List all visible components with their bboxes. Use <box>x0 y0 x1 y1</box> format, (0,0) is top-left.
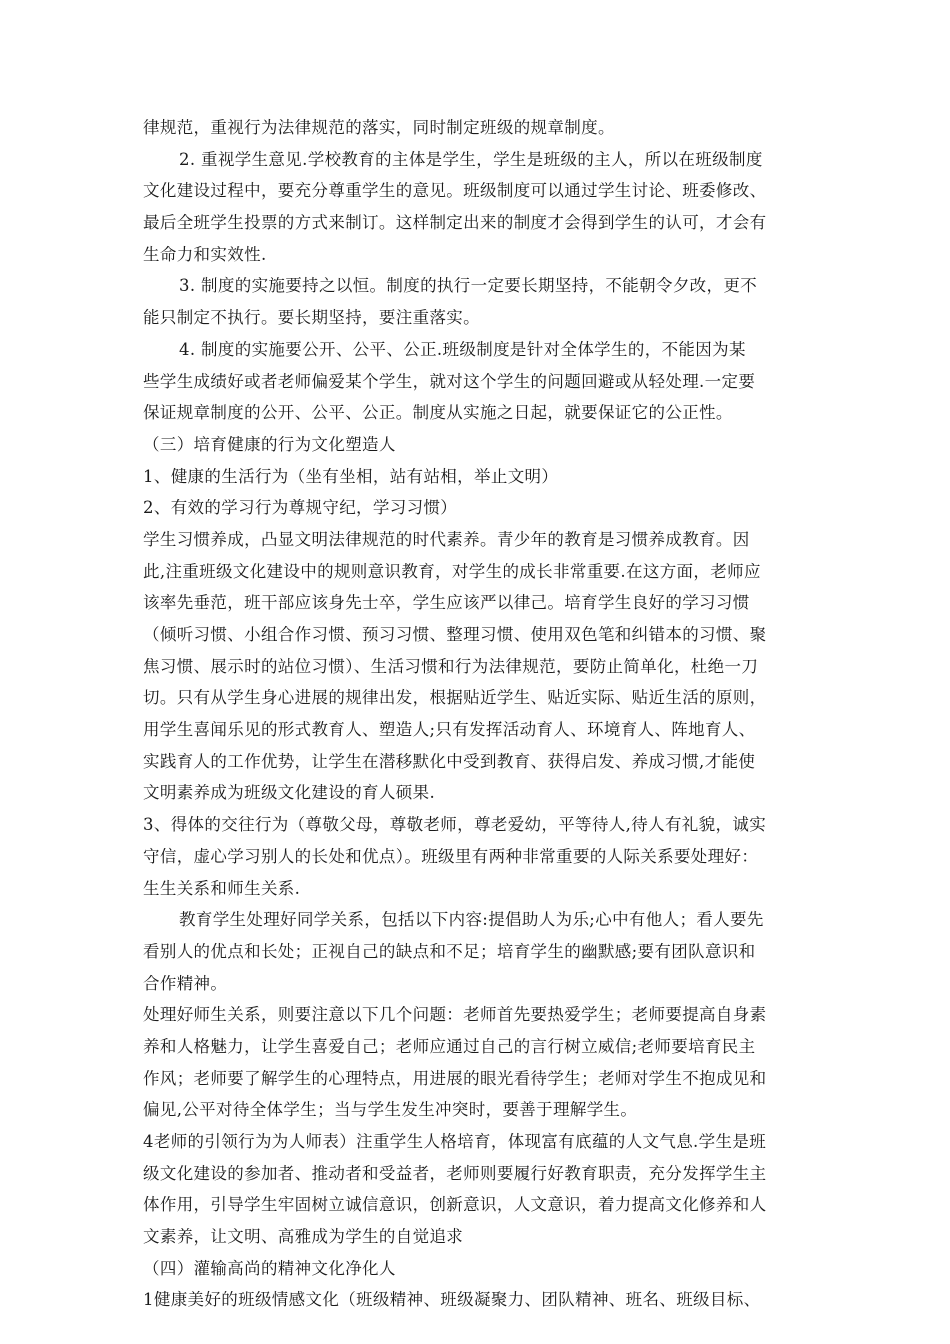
text-line: 2、有效的学习行为尊规守纪，学习习惯） <box>143 498 458 518</box>
text-line: 作风；老师要了解学生的心理特点，用进展的眼光看待学生；老师对学生不抱成见和 <box>143 1068 767 1088</box>
text-line: 生命力和实效性. <box>143 244 267 264</box>
text-line: 实践育人的工作优势，让学生在潜移默化中受到教育、获得启发、养成习惯,才能使 <box>143 751 756 771</box>
text-line: 文明素养成为班级文化建设的育人硕果. <box>143 783 436 803</box>
text-line: 4. 制度的实施要公开、公平、公正.班级制度是针对全体学生的，不能因为某 <box>179 339 746 359</box>
text-line: 焦习惯、展示时的站位习惯）、生活习惯和行为法律规范，要防止简单化，杜绝一刀 <box>143 656 759 676</box>
text-line: 保证规章制度的公开、公平、公正。制度从实施之日起，就要保证它的公正性。 <box>143 403 733 423</box>
text-line: 守信，虚心学习别人的长处和优点）。班级里有两种非常重要的人际关系要处理好： <box>143 846 759 866</box>
text-line: 教育学生处理好同学关系，包括以下内容:提倡助人为乐;心中有他人；看人要先 <box>179 910 764 930</box>
text-line: 3. 制度的实施要持之以恒。制度的执行一定要长期坚持，不能朝令夕改，更不 <box>179 276 758 296</box>
text-line: 学生习惯养成，凸显文明法律规范的时代素养。青少年的教育是习惯养成教育。因 <box>143 529 750 549</box>
text-line: 该率先垂范，班干部应该身先士卒，学生应该严以律己。培育学生良好的学习习惯 <box>143 593 750 613</box>
text-line: 用学生喜闻乐见的形式教育人、塑造人;只有发挥活动育人、环境育人、阵地育人、 <box>143 720 756 740</box>
section-heading: （四）灌输高尚的精神文化净化人 <box>143 1258 396 1278</box>
text-line: 切。只有从学生身心进展的规律出发，根据贴近学生、贴近实际、贴近生活的原则， <box>143 688 767 708</box>
text-line: 文化建设过程中，要充分尊重学生的意见。班级制度可以通过学生讨论、班委修改、 <box>143 181 767 201</box>
text-line: 级文化建设的参加者、推动者和受益者，老师则要履行好教育职责，充分发挥学生主 <box>143 1163 767 1183</box>
section-heading: （三）培育健康的行为文化塑造人 <box>143 434 396 454</box>
text-line: 生生关系和师生关系. <box>143 878 301 898</box>
text-line: 养和人格魅力，让学生喜爱自己；老师应通过自己的言行树立威信;老师要培育民主 <box>143 1036 756 1056</box>
text-line: 能只制定不执行。要长期坚持，要注重落实。 <box>143 308 480 328</box>
text-line: 合作精神。 <box>143 973 228 993</box>
text-line: 看别人的优点和长处；正视自己的缺点和不足；培育学生的幽默感;要有团队意识和 <box>143 941 756 961</box>
text-line: 些学生成绩好或者老师偏爱某个学生，就对这个学生的问题回避或从轻处理.一定要 <box>143 371 756 391</box>
text-line: 体作用，引导学生牢固树立诚信意识，创新意识，人文意识，着力提高文化修养和人 <box>143 1195 767 1215</box>
text-line: 律规范，重视行为法律规范的落实，同时制定班级的规章制度。 <box>143 118 615 137</box>
text-line: 偏见,公平对待全体学生；当与学生发生冲突时，要善于理解学生。 <box>143 1100 638 1120</box>
document-body <box>143 112 823 1316</box>
text-line: 1、健康的生活行为（坐有坐相，站有站相，举止文明） <box>143 466 559 486</box>
text-line: 此,注重班级文化建设中的规则意识教育，对学生的成长非常重要.在这方面，老师应 <box>143 561 761 581</box>
text-line: 3、得体的交往行为（尊敬父母，尊敬老师，尊老爱幼，平等待人,待人有礼貌，诚实 <box>143 815 767 835</box>
text-line: 文素养，让文明、高雅成为学生的自觉追求 <box>143 1227 464 1247</box>
text-line: 1健康美好的班级情感文化（班级精神、班级凝聚力、团队精神、班名、班级目标、 <box>143 1290 761 1310</box>
text-line: （倾听习惯、小组合作习惯、预习习惯、整理习惯、使用双色笔和纠错本的习惯、聚 <box>143 625 767 644</box>
text-line: 2. 重视学生意见.学校教育的主体是学生，学生是班级的主人，所以在班级制度 <box>179 149 763 169</box>
text-line: 处理好师生关系，则要注意以下几个问题：老师首先要热爱学生；老师要提高自身素 <box>143 1005 767 1025</box>
text-line: 最后全班学生投票的方式来制订。这样制定出来的制度才会得到学生的认可，才会有 <box>143 213 767 233</box>
text-line: 4老师的引领行为为人师表）注重学生人格培育，体现富有底蕴的人文气息.学生是班 <box>143 1132 767 1151</box>
